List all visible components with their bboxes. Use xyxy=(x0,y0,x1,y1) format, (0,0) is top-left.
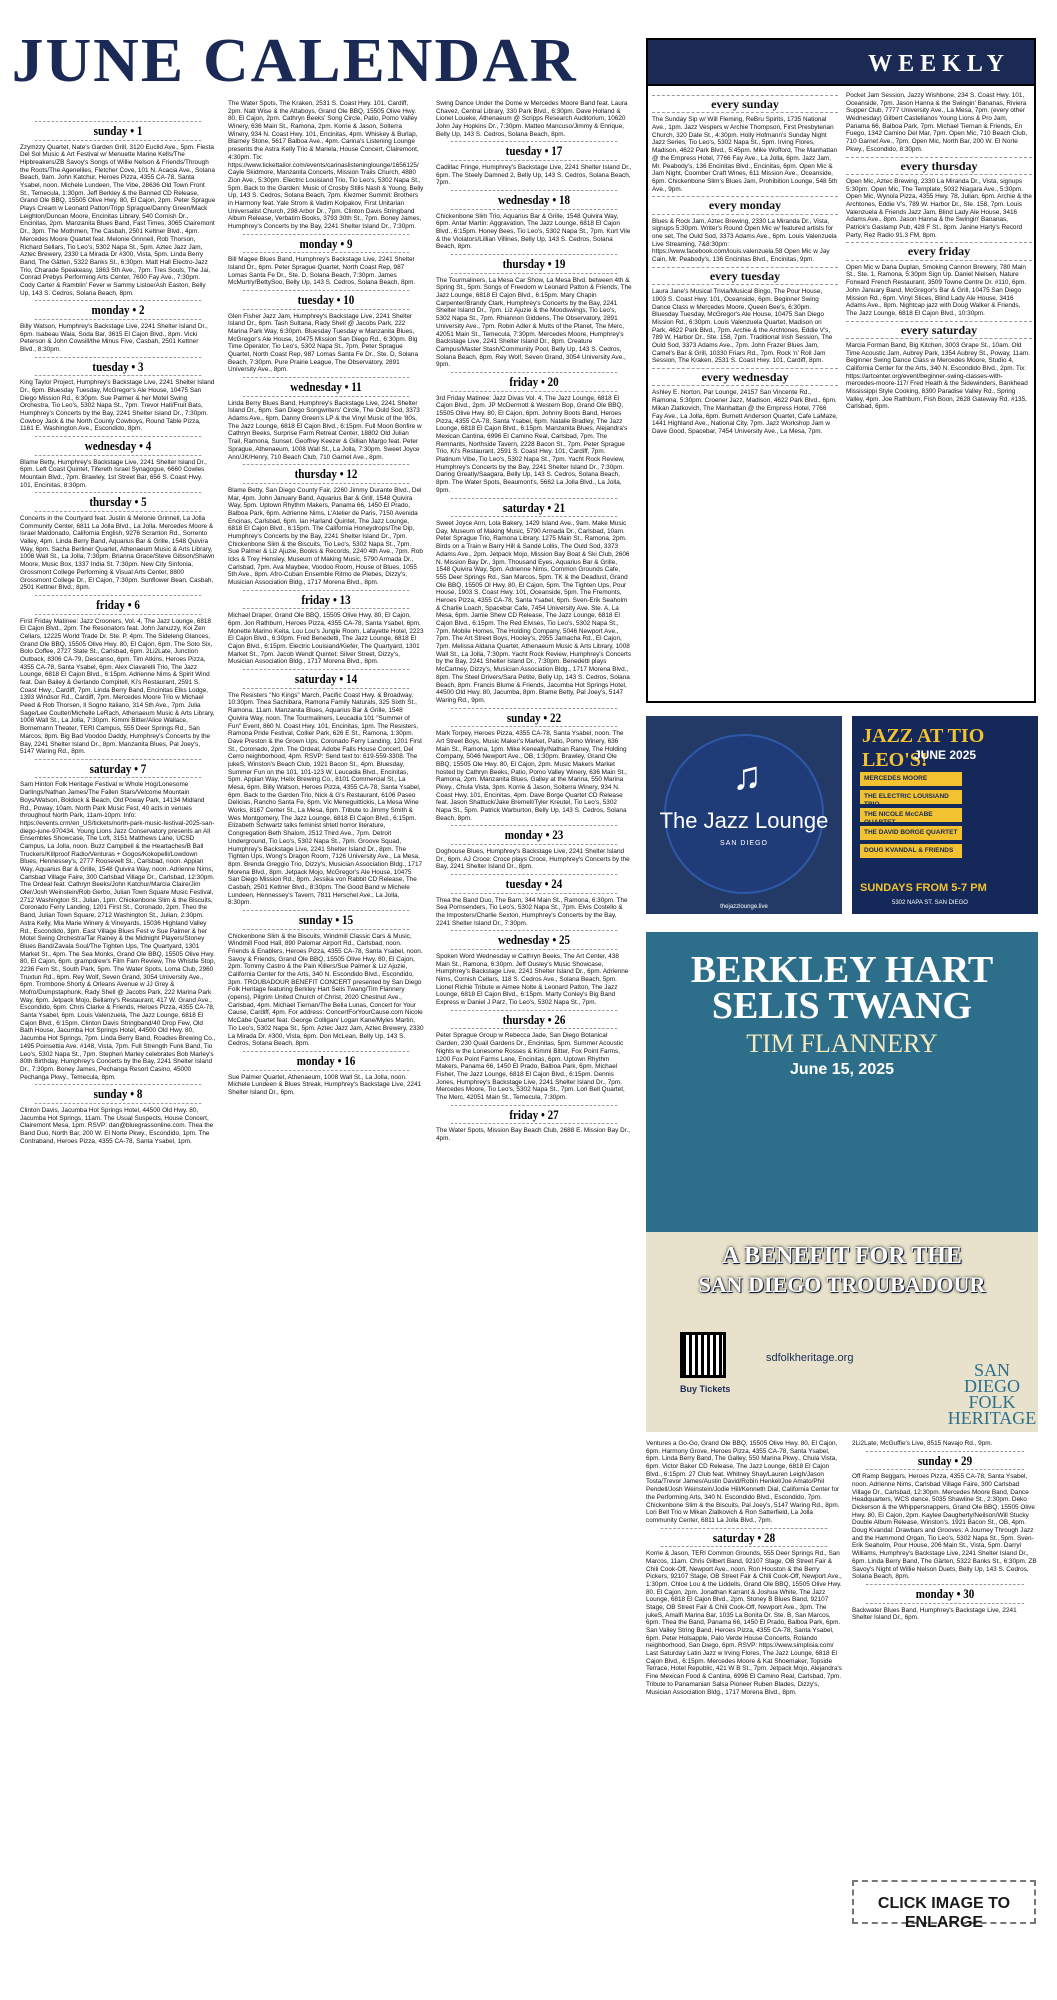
day-heading: friday • 6 xyxy=(35,595,202,615)
day-heading: friday • 27 xyxy=(451,1105,618,1125)
ad-lineup-item: MERCEDES MOORE xyxy=(860,772,962,786)
weekly-event-list: Pocket Jam Session, Jazzy Wishbone, 234 S. Coast Hwy. 101, Oceanside, 7pm. Jason Hanna & the Swingin' Bananas, Riviera Supper Club, 7777 University Ave., La Mesa, 7pm. (every other Wednesday) Gilbert Castellanos Young Lions & Pro Jam, Panama 66, Balboa Park, 7pm. Michael Tiernan & Friends, En Fuego, 1342 Camino Del Mar, 7pm. Open Mic, 710 Beach Club, 710 Garnet Ave., 7pm. Open Mic, North Bar, 200 W. El Norte Pkwy., Escondido, 8:30pm. xyxy=(846,92,1028,153)
weekly-event-list: Open Mic w Dana Duplan, Smoking Cannon Brewery, 780 Main St., Ste. 1, Ramona, 5:30pm Sign Up. Daniel Nielsen, Nature Forward French Restaurant, 3509 Towne Centre Dr. #110, 6pm. John January Band, McGregor's Bar & Grill, 10475 San Diego Mission Rd., 6pm. Vinyl Slices, Blind Lady Ale House, 3416 Adams Ave., 8pm. Nightcap jazz with Doug Walker & Friends, The Jazz Lounge, 6818 El Cajon Blvd., 10:30pm. xyxy=(846,263,1027,317)
calendar-column-5 xyxy=(852,1440,1038,1870)
weekly-day-heading: every saturday xyxy=(846,321,1032,339)
ad-opener: TIM FLANNERY xyxy=(746,1029,938,1058)
ad-lineup-item: DOUG KVANDAL & FRIENDS xyxy=(860,844,962,858)
ad-date: June 15, 2025 xyxy=(789,1061,895,1078)
weekly-event-list: Ashley E. Norton, Par Lounge, 24157 San Vincente Rd., Ramona, 5:30pm. Croener Jazz, Madison, 4622 Park Blvd., 6pm. Mikan Zlatkovich, The Manhattan @ the Empress Hotel, 7766 Fay Ave., La Jolla, 6pm. Burnett Anderson Quartet, Cafe LaMaze, 1441 Highland Ave., National City, 7pm. Jazz Workshop Jam w Dave Good, Spacebar, 7454 University Ave., La Mesa, 7pm. xyxy=(652,389,838,435)
calendar-column-3 xyxy=(436,100,632,1980)
calendar-column-1 xyxy=(20,118,216,1978)
event-list: King Taylor Project, Humphrey's Backstage Live, 2241 Shelter Island Dr., 6pm. Bluesday Tuesday, McGregor's Ale House, 10475 San Diego Mission Rd., 6:30pm. Sue Palmer & her Motel Swing Orchestra, Tio Leo's, 5302 Napa St., 7pm. Trevor Hall/Fruit Bats, Humphrey's Concerts by the Bay, 2241 Shelter Island Dr., 7:30pm. Cowboy Jack & the North County Cowboys, Round Table Pizza, 1161 E. Washington Ave., Escondido, 8pm. xyxy=(20,379,215,433)
event-list: Doghouse Blues, Humphrey's Backstage Live, 2241 Shelter Island Dr., 6pm. AJ Croce: Croce plays Croce, Humphrey's Concerts by the Bay, 2241 Shelter Island Dr., 8pm. xyxy=(436,848,630,871)
day-heading: monday • 2 xyxy=(35,300,202,320)
page-title: JUNE CALENDAR xyxy=(11,27,578,95)
event-list: The Resisters "No Kings" March, Pacific Coast Hwy. & Broadway, 10:30pm. Thea Sachibara, Ramona Family Naturals, 325 Sixth St., Ramona, 11am. Manzanita Blues, Aquarius Bar & Grille, 1548 Quivira Way, noon. The Tourmaliners, Leucadia 101 "Summer of Fun" Event, 860 N. Coast Hwy. 101, Encinitas, 1pm. The Resisters, Ramona Pride Festival, Collier Park, 626 E St., Ramona, 1:30pm. Dave Preston & the Grown Ups, Coronado Ferry Landing, 1201 First St., Coronado, 2pm. The Ordeal, Adobe Falls House Concert, Del Cerro neighborhood, 4pm. RSVP: Send text to: 619-559-3308. The jukeS, Winston's Beach Club, 1921 Bacon St., 4pm. Bluesday, Summer Fun on the 101, 101-123 W. Leucadia Blvd., Encinitas, 5pm. Appian Way, Helix Brewing Co., 8101 Commercial St., La Mesa, 6pm. Billy Watson, Heroes Pizza, 4355 CA-78, Santa Ysabel, 6pm. Back to the Garden Trio, Nick & G's Restaurant, 6106 Paseo Delicias, Rancho Santa Fe, 6pm. Vic Meneguittickis, La Mesa Wine Works, 8167 Center St., La Mesa, 6pm. Tribute to Jimmy Smith & Wes Montgomery, The Jazz Lounge, 6818 El Cajon Blvd., 6:15pm. Elizabeth Schwartz talks feminist shtetl horror literature, Congregation Beth Shalom, 2512 Third Ave., 7pm. Detroit Underground, Tio Leo's, 5302 Napa St., 7pm. Groove Squad, Humphrey's Backstage Live, 2241 Shelter Island Dr., 8pm. The Tighten Ups, Wong's Dragon Room, 7126 University Ave., La Mesa, 8pm. Brenda Greggio Trio, Dizzy's, Musician Association Bldg., 1717 Morena Blvd., 8pm. Jetpack Mojo, McGregor's Ale House, 10475 San Diego Mission Rd., 8pm. Jessika von Rabbit CD Release, The Casbah, 2501 Kettner Blvd., 8:30pm. The Good Band w Michele Lundeen, Hennessey's Tavern, 7811 Herschel Ave., La Jolla, 8:30pm. xyxy=(228,691,423,907)
event-list: Korrie & Jason, TERI Common Grounds, 555 Deer Springs Rd., San Marcos, 11am. Chris Gilbert Band, 92107 Stage, OB Street Fair & Chili Cook-Off, Newport Ave., noon. Ron Houston & the Berry Pickers, 92107 Stage, OB Street Fair & Chili Cook-Off, Newport Ave., 1:30pm. Chloe Lou & the Liddells, Grand Ole BBQ, 15505 Olive Hwy. 80, El Cajon, 2pm. Jonathan Karrant & Joshua White, The Jazz Lounge, 6818 El Cajon Blvd., 2pm. Stoney B Blues Band, 92107 Stage, OB Street Fair & Chili Cook-Off, Newport Ave., 3pm. The jukeS, Amalfi Marina Bar, 1035 La Bonita Dr. Ste. B, San Marcos, 6pm. Thea the Band, Panama 66, 1450 El Prado, Balboa Park, 6pm. San Valley String Band, Heroes Pizza, 4355 CA-78, Santa Ysabel, 6pm. Peter Holsapple, Palo Verde House Concerts, Rolando neighborhood, San Diego, 6pm. RSVP: https://www.simplisia.com/ Last Saturday Latin Jazz w Irving Flores, The Jazz Lounge, 6818 El Cajon Blvd., 6:15pm. Mercedes Moore & Kat Shoemaker, Topside Terrace, Hotel Republic, 421 W B St., 7pm. Jetpack Mojo, Alejandra's Fine Mexican Food & Cantina, 6996 El Camino Real, Carlsbad, 7pm. Tribute to Panamanian Salsa Pioneer Ruben Blades, Dizzy's, Musician Association Bldg., 1717 Morena Blvd., 8pm. xyxy=(646,1550,842,1696)
event-list: Off Ramp Beggars, Heroes Pizza, 4355 CA-78, Santa Ysabel, noon. Adrienne Nims, Carlsbad Village Faire, 300 Carlsbad Village Dr., Carlsbad, 12:30pm. Mercedes Moore Band, Dance Headquarters, WCS dance, 5035 Shawline St., 2:30pm. Deko Dickerson & the Whippersnappers, Grand Ole BBQ, 15505 Olive Hwy. 80, El Cajon, 2pm. Kaylee Daugherty/Neilson/Will Stucky Double Album Release, Winston's, 1921 Bacon St., OB, 4pm. Doug Kvandal: Drawbars and Grooves: A Journey Through Jazz and the Hammond Organ, Tio Leo's, 5302 Napa St., 5pm. Sven-Erik Seaholm, Pour House, 206 Main St., Vista, 5pm. Darryl Williams, Humphrey's Backstage Live, 2241 Shelter Island Dr., 6pm. Linda Berry Band, The Gärten, 5322 Banks St., 6:30pm. ZB Savoy's Night of Willie Nelson Duets, Belly Up, 143 S. Cedros, Solana Beach, 8pm. xyxy=(852,1473,1037,1581)
day-heading: friday • 20 xyxy=(451,372,618,392)
event-list: Linda Berry Blues Band, Humphrey's Backstage Live, 2241 Shelter Island Dr., 6pm. San Diego Songwriters' Circle, The Ould Sod, 3373 Adams Ave., 6pm. Danny Green's LP & the Vinyl Music of the '80s, The Jazz Lounge, 6818 El Cajon Blvd., 6:15pm. Full Moon Bonfire w Cathryn Beeks, Surprise Farm Retreat Center, 18802 Old Julian Trail, Ramona, Sunset. Geoffrey Keezer & Gillian Margo feat. Peter Sprague, Athenaeum, 1008 Wall St., La Jolla, 7:30pm. Sweet Joyce Ann/JK/Henry, 710 Beach Club, 710 Garnet Ave., 8pm. xyxy=(228,399,422,461)
calendar-column-2 xyxy=(228,100,424,1980)
weekly-event-list: Blues & Rock Jam, Aztec Brewing, 2330 La Miranda Dr., Vista, signups 5:30pm. Writer's Round Open Mic w/ featured artists for one set, The Ould Sod, 3373 Adams Ave., 6pm. Louis Valenzuela Live Streaming, 7&8:30pm: https://www.facebook.com/louis.valenzuela.58 Open Mic w Jay Cain, Mr. Peabody's, 136 Encinitas Blvd., Encinitas, 9pm. xyxy=(652,217,837,264)
day-heading: wednesday • 25 xyxy=(451,930,618,950)
event-list: Cadillac Fringe, Humphrey's Backstage Live, 2241 Shelter Island Dr., 6pm. The Steely Damned 2, Belly Up, 143 S. Cedros, Solana Beach, 7pm. xyxy=(436,164,632,187)
weekly-day-heading: every tuesday xyxy=(652,267,838,285)
weekly-day-heading: every friday xyxy=(846,242,1032,260)
weekly-day-heading: every thursday xyxy=(846,157,1032,175)
day-heading: tuesday • 3 xyxy=(35,357,202,377)
day-heading: sunday • 29 xyxy=(866,1451,1024,1471)
day-heading: thursday • 19 xyxy=(451,254,618,274)
folk-heritage-logo: SAN DIEGO FOLK HERITAGE xyxy=(947,1360,1037,1428)
event-list: Swing Dance Under the Dome w Mercedes Moore Band feat. Laura Chavez, Central Library, 330 Park Blvd., 6:30pm. Dave Holland & Lionel Loueke, Athenaeum @ Scripps Research Auditorium, 10620 John Jay Hopkins Dr., 7:30pm. Matteo Mancuso/Jimmy & Enrique, Belly Up, 143 S. Cedros, Solana Beach, 8pm. xyxy=(436,100,628,138)
event-list: Sue Palmer Quartet, Athenaeum, 1008 Wall St., La Jolla, noon. Michele Lundeen & Blues Streak, Humphrey's Backstage Live, 2241 Shelter Island Dr., 6pm. xyxy=(228,1073,422,1096)
event-list: The Water Spots, The Kraken, 2531 S. Coast Hwy. 101, Cardiff, 2pm. Natt Wise & the Attaboys, Grand Ole BBQ, 15505 Olive Hwy. 80, El Cajon, 2pm. Cathryn Beeks' Song Circle, Patio, Pomo Valley Winery, 636 Main St., Ramona, 2pm. Korrie & Jason, Solterra Winery, 934 N. Coast Hwy. 101, Encinitas, 4pm. Whiskey & Burlap, Blarney Stone, 5617 Balboa Ave., 4pm. Carina's Listening Lounge presents the Astra Kelly Trio & Mariela, House Concert, Clairemont, 4:30pm. Tix: https://www.tickettailor.com/events/carinaslisteninglounge/1656125/ Cayle Skidmore, Manzanita Concerts, Mission Trails Church, 4880 Zion Ave., 5:30pm. Electric Louisiand Trio, Tio Leo's, 5302 Napa St., 5pm. Back to the Garden: Music of Crosby Stills Nash & Young, Belly Up, 143 S. Cedros, Solana Beach, 7pm. Klezmer Summit: Brothers in Harmony feat. Yale Strom & Vadim Kolpakov, First Unitarian Universalist Church, 298 Arbor Dr., 7pm. Clinton Davis Stringband Album Release, Verbatim Books, 3793 30th St., 7pm. Boney James, Humphrey's Concerts by the Bay, 2241 Shelter Island Dr., 7:30pm. xyxy=(228,100,424,230)
enlarge-image-button[interactable]: CLICK IMAGE TO ENLARGE xyxy=(852,1880,1036,1924)
weekly-day-heading: every wednesday xyxy=(652,368,838,386)
weekly-event-list: Laura Jane's Musical Trivia/Musical Bingo, The Pour House, 1903 S. Coast Hwy. 101, Oceanside, 6pm. Beginner Swing Dance Class w Mercedes Moore, Queen Bee's, 6:30pm. Bluesday Tuesday, McGregor's Ale House, 10475 San Diego Mission Rd., 6:30pm. Louis Valenzuela Quartet, Madison on Park, 4622 Park Blvd., 7pm. Archie & the Archtones, Eddie V's, 789 W. Harbor Dr., Ste. 158, 7pm. Traditional Irish Session, The Ould Sod, 3373 Adams Ave., 7pm. John Frazer Blues Jam, Camel's Bar & Grill, 10330 Friars Rd., 7pm. Rock 'n' Roll Jam Session, The Kraken, 2531 S. Coast Hwy. 101, Cardiff, 8pm. xyxy=(652,288,833,365)
event-list: Mark Torpey, Heroes Pizza, 4355 CA-78, Santa Ysabel, noon. The Art Street Boys, Music Maker's Market, Patio, Pomo Winery, 636 Main St., Ramona, 1pm. Mike Keneally/Nathan Raney, The Holding Company, 5046 Newport Ave., OB, 1:30pm. Brawley, Grand Ole BBQ, 15505 Ole Hwy. 80, El Cajon, 2pm. Music Makers Market hosted by Cathryn Beeks, Patio, Pomo Valley Winery, 636 Main St., Ramona, 2pm. Manzanita Blues, Galley at the Marina, 550 Marina Pkwy., Chula Vista, 3pm. Korrie & Jason, Solterra Winery, 934 N. Coast Hwy. 101, Encinitas, 4pm. Dave Borge Quartet CD Release feat. Jason Shattuck/Jake Bremell/Tyler Kreutel, Tio Leo's, 5302 Napa St., 5pm. Patrick Warburton, Belly Up, 143 S. Cedros, Solana Beach, 8pm. xyxy=(436,730,627,822)
event-list: 3rd Friday Matinee: Jazz Divas Vol. 4, The Jazz Lounge, 6818 El Cajon Blvd., 2pm. JP McDermott & Western Bop, Grand Ole BBQ, 15505 Olive Hwy. 80, El Cajon, 6pm. Johnny Boots Band, Heroes Pizza, 4355 CA-78, Santa Ysabel, 6pm. Natalie Bradley, The Jazz Lounge, 6818 El Cajon Blvd., 6:15pm. Manzanita Blues, Alejandra's Mexican Cantina, 6996 El Camino Real, Carlsbad, 7pm. The Remnants, Northside Tavern, 2228 Bacon St., 7pm. Peter Sprague Trio, Ki's Restaurant, 2591 S. Coast Hwy. 101, Cardiff, 7pm. Platinum Vibe, Tio Leo's, 5302 Napa St., 7pm. Yacht Rock Review, Humphrey's Concerts by the Bay, 2241 Shelter Island Dr., 7:30pm. Daring Greatly/Saagara, Belly Up, 143 S. Cedros, Solana Beach, 8pm. The Water Spots, Beaumont's, 5662 La Jolla Blvd., La Jolla, 9pm. xyxy=(436,394,628,494)
day-heading: monday • 9 xyxy=(243,234,410,254)
event-list: Peter Sprague Group w Rebecca Jade, San Diego Botanical Garden, 230 Quail Gardens Dr., Encinitas, 5pm. Summer Acoustic Nights w the Lonesome Rosses & Kimmi Bitter, Fox Point Farms, 1200 Fox Point Farms Lane, Encinitas, 6pm. Uptown Rhythm Makers, Panama 66, 1450 El Prado, Balboa Park, 6pm. Michael Fisher, The Jazz Lounge, 6818 El Cajon Blvd., 6:15pm. Dennis Jones, Humphrey's Backstage Live, 2241 Shelter Island Dr., 7pm. Mercedes Moore, Tio Leo's, 5302 Napa St., 7pm. Lori Bell Quartet, The Merc, 42051 Main St., Temecula, 7:30pm. xyxy=(436,1032,625,1101)
day-heading: monday • 30 xyxy=(866,1584,1024,1604)
ad-lineup-item: THE DAVID BORGE QUARTET xyxy=(860,826,962,840)
qr-code-icon[interactable] xyxy=(680,1332,726,1378)
event-list: Chickenbone Slim & the Biscuits, Windmill Classic Cars & Music, Windmill Food Hall, 890 Palomar Airport Rd., Carlsbad, noon. Friends & Enablers, Heroes Pizza, 4355 CA-78, Santa Ysabel, noon. Savoy & Friends, Grand Ole BBQ, 15505 Olive Hwy. 80, El Cajon, 2pm. Tommy Castro & the Pain Killers/Sue Palmer & Liz Ajuzie, California Center for the Arts, 340 N. Escondido Blvd., Escondido, 3pm. TROUBADOUR BENEFIT CONCERT presented by San Diego Folk Heritage featuring Berkley Hart Selis Twang/Tim Flannery (opens), Pilgrim United Church of Christ, 2020 Chestnut Ave., Carlsbad, 4pm. Michael Tiernan/The Bella Lunas, Concert for Your Cause, Cardiff, 4pm. For address: ConcertForYourCause.com Nicole McCabe Quartet feat. George Colligan/ Logan Kane/Myles Martin, Tio Leo's, 5302 Napa St., 5pm. Aztec Jazz Jam, Aztec Brewery, 2330 La Mirada Dr. #300, Vista, 6pm. Don McLean, Belly Up, 143 S. Cedros, Solana Beach, 8pm. xyxy=(228,932,424,1048)
weekly-header xyxy=(646,38,1036,86)
ad-name: The Jazz Lounge xyxy=(659,808,829,833)
day-heading: thursday • 26 xyxy=(451,1010,618,1030)
event-list: Spoken Word Wednesday w Cathryn Beeks, The Art Center, 438 Main St., Ramona, 6:30pm. Jeff Ousley's Music Showcase, Humphrey's Backstage Live, 2241 Shelter Island Dr., 6pm. Adrienne Nims, Cornish Cellars, 118 S. Cedros Ave., Solana Beach, 5pm. Lionel Richie Tribute w Aimee Nolte & Leonard Patton, The Jazz Lounge, 6818 El Cajon Blvd., 6:15pm. Marty Conley's Big Band Express w Daniel J Parz, Tio Leo's, 5302 Napa St., 7pm. xyxy=(436,953,629,1007)
weekly-column-left xyxy=(652,92,838,698)
ad-address: 5302 NAPA ST. SAN DIEGO xyxy=(892,900,968,906)
ad-website[interactable]: sdfolkheritage.org xyxy=(766,1352,854,1364)
music-note-icon: ♫ xyxy=(732,754,762,798)
ad-benefit-line: A BENEFIT FOR THE xyxy=(722,1243,962,1269)
tio-leos-ad[interactable] xyxy=(852,716,1038,914)
event-list: Ventures a Go-Go, Grand Ole BBQ, 15505 Olive Hwy. 80, El Cajon, 6pm. Harmony Grove, Heroes Pizza, 4355 CA-78, Santa Ysabel, 6pm. Linda Berry Band, The Galley, 550 Marina Pkwy., Chula Vista, 6pm. Victor Baker CD Release, The Jazz Lounge, 6818 El Cajon Blvd., 6:15pm. 27 Club feat. Whitney Shay/Lauren Leigh/Jason Tosta/Trevor James/Austin David/Robin Henkel/Joe Amato/Phil Pendell/Josh Weinstein/Jodie Hill/Kenneth Dial, California Center for the Performing Arts, 340 N. Escondido Blvd., Escondido, 7pm. Chickenbone Slim & the Biscuits, Pal Joey's, 5147 Waring Rd., 8pm. Lori Bell Trio w Mikan Zlatkovich & Ron Satterfield, La Jolla community Center, 6811 La Jolla Blvd., 7pm. xyxy=(646,1440,840,1524)
calendar-column-4 xyxy=(646,1440,842,1980)
event-list: Backwater Blues Band, Humphrey's Backstage Live, 2241 Shelter Island Dr., 6pm. xyxy=(852,1606,1017,1622)
event-list: First Friday Matinee: Jazz Crooners, Vol. 4, The Jazz Lounge, 6818 El Cajon Blvd., 2pm. The Resonators feat. John Januzzy, Koi Zen Cellars, 12225 World Trade Dr. Ste. P, 4pm. The Sideleng Glances, Grand Ole BBQ, 15505 Olive Hwy. 80, El Cajon, 6pm. The Soto Six, Bolo Coffee, 2727 State St., Carlsbad, 6pm. 2Li2Late, Junction Outback, 8306 CA-79, Descanso, 6pm. Tim Atkins, Heroes Pizza, 4355 CA-78, Santa Ysabel, 6pm. Alex Ciavarelli Trio, The Jazz Lounge, 6818 El Cajon Blvd., 6:15pm. Adrienne Nims & Spirit Wind feat. Dan Bailey & Gerlando Compitell, Ki's Restaurant, 2591 S. Coast Hwy., Cardiff, 7pm. Linda Berry Band, Encinitas Elks Lodge, 1393 Windsor Rd., Cardiff, 7pm. Mercedes Moore Trio w Michael Peed & Rob Thorsen, Il Sogno Italiano, 314 5th Ave., 7pm. Julia Sage/Lee Coulter/Michelle LeRach, Athenaeum Music & Arts Library, 1008 Wall St., La Jolla, 7:30pm. Kimmi Bitter/Alice Wallace, Bornemann Theater, TERI Campus, 555 Deer Springs Rd., San Marcos, 8pm. Big Bad Voodoo Daddy, Humphrey's Concerts by the Bay, 2241 Shelter Island Dr., 8pm. Manzanita Blues, Pal Joey's, 5147 Waring Rd., 8pm. xyxy=(20,617,215,756)
event-list: Bill Magee Blues Band, Humphrey's Backstage Live, 2241 Shelter Island Dr., 6pm. Peter Sprague Quartet, North Coast Rep, 987 Lomas Santa Fe Dr., Ste. D, Solana Beach, 7:30pm. James McMurtry/BettySoo, Belly Up, 143 S. Cedros, Solana Beach, 8pm. xyxy=(228,256,416,287)
event-list: Blame Betty, Humphrey's Backstage Live, 2241 Shelter Island Dr., 6pm. Left Coast Quintet, Tifereth Israel Synagogue, 6660 Cowles Mountain Blvd., 7pm. Brawley, 1st Street Bar, 656 S. Coast Hwy. 101, Encinitas, 8:30pm. xyxy=(20,458,207,489)
ad-url: thejazzlounge.live xyxy=(720,904,768,910)
event-list: Billy Watson, Humphrey's Backstage Live, 2241 Shelter Island Dr., 6pm. Isabeau Waia, Soda Bar, 3615 El Cajon Blvd., 8pm. Vicki Peterson & John Cowsill/the Minus Five, Casbah, 2501 Kettner Blvd., 8:30pm. xyxy=(20,322,208,353)
weekly-event-list: The Sunday Sip w/ Will Fleming, ReBru Spirits, 1735 National Ave., 1pm. Jazz Vespers w Archie Thompson, First Presbyterian Church, 320 Date St., 4:30pm. Holly Hofmann's Sunday Night Jazz Series, Tio Leo's, 5302 Napa St., 5pm. Irving Flores, Madison, 4622 Park Blvd., 5:45pm. Mike Wofford, The Manhattan @ the Empress Hotel, 7766 Fay Ave., La Jolla, 6pm. Jazz Jam, Mr. Peabody's, 136 Encinitas Blvd., Encinitas, 6pm. Open Mic & Jam Night, Coomber Craft Wines, 611 Mission Ave., Oceanside, 6pm. Chickenbone Slim's Blues Jam, Prohibition Lounge, 548 5th Ave., 9pm. xyxy=(652,116,838,193)
day-heading: sunday • 8 xyxy=(35,1084,202,1104)
day-heading: saturday • 7 xyxy=(35,759,202,779)
event-list: Chickenbone Slim Trio, Aquarius Bar & Grille, 1548 Quivira Way, 6pm. Antar Martin: Aggravation, The Jazz Lounge, 6818 El Cajon Blvd., 6:15pm. Honey Bees, Tio Leo's, 5302 Napa St., 7pm. Kurt Vile & the Violators/Lillian Villines, Belly Up, 143 S. Cedros, Solana Beach, 8pm. xyxy=(436,212,631,251)
day-heading: wednesday • 11 xyxy=(243,377,410,397)
weekly-label: WEEKLY xyxy=(868,51,1010,77)
event-list: Blame Betty, San Diego County Fair, 2260 Jimmy Durante Blvd., Del Mar, 4pm. John January Band, Aquarius Bar & Grill, 1548 Quivira Way, 5pm. Uptown Rhythm Makers, Panama 66, 1450 El Prado, Balboa Park, 6pm. Adrienne Nims, L'Atelier de Paris, 7150 Avenida Encinas, Carlsbad, 6pm. Ian Harland Quintet, The Jazz Lounge, 6818 El Cajon Blvd., 6:15pm. The California Honeydrops/The Dip, Humphrey's Concerts by the Bay, 2241 Shelter Island Dr., 7pm. Chickenbone Slim & the Biscuits, Tio Leo's, 5302 Napa St., 7pm. Sue Palmer & Liz Ajuzie, Books & Records, 2240 4th Ave., 7pm. Rob Icks & Trey Hensley, Museum of Making Music, 5790 Armada Dr., Carlsbad, 7pm. Ava Maybee, Voodoo Room, House of Blues, 1055 5th Ave., 8pm. Afro-Cuban Ensemble Ritmo de Plebes, Dizzy's, Musician Association Bldg., 1717 Morena Blvd., 8pm. xyxy=(228,486,423,587)
event-list: The Tourmaliners, La Mesa Car Show, La Mesa Blvd. between 4th & Spring St., 5pm. Songs of Freedom w Leonard Patton & Friends, The Jazz Lounge, 6818 El Cajon Blvd., 6:15pm. Mary Chapin Carpenter/Brandy Clark, Humphrey's Concerts by the Bay, 2241 Shelter Island Dr., 7pm. Liz Ajuzie & the Moodswings, Tio Leo's, 5302 Napa St., 7pm. Rhiannon Giddens, The Observatory, 2891 University Ave., 7pm. Robin Adler & Mutts of the Planet, The Merc, 42051 Main St., Temecula, 7:30pm. Mercedes Moore, Humphrey's Backstage Live, 2241 Shelter Island Dr., 8pm. Creature Campus/Master Stash/Community Pool, Belly Up, 143 S. Cedros, Solana Beach, 8pm. Rey Wolf, Seven Grand, 3054 University Ave., 9pm. xyxy=(436,276,632,369)
event-list: Michael Draper, Grand Ole BBQ, 15505 Olive Hwy. 80, El Cajon, 6pm. Jon Rathburn, Heroes Pizza, 4355 CA-78, Santa Ysabel, 6pm. Monette Marino Keita, Lou Lou's Jungle Room, Lafayette Hotel, 2223 El Cajon Blvd., 6:30pm. Fred Benedetti, The Jazz Lounge, 6818 El Cajon Blvd., 6:15pm. Electric Louisiand/Kiefer, The Quartyard, 1301 Market St., 7pm. Jacob Wendt Quintet: Silver Street, Dizzy's, Musician Association Bldg., 1717 Morena Blvd., 8pm. xyxy=(228,612,424,666)
ad-schedule: SUNDAYS FROM 5-7 PM xyxy=(860,882,987,894)
ad-lineup-item: THE NICOLE McCABE QUARTET xyxy=(860,808,962,822)
day-heading: saturday • 14 xyxy=(243,669,410,689)
day-heading: tuesday • 10 xyxy=(243,290,410,310)
day-heading: monday • 16 xyxy=(243,1051,410,1071)
ad-lineup-item: THE ELECTRIC LOUISIAND TRIO xyxy=(860,790,962,804)
event-list: Clinton Davis, Jacumba Hot Springs Hotel, 44500 Old Hwy. 80, Jacumba Hot Springs, 11am. The Usual Suspects, House Concert, Clairemont Mesa, 1pm. RSVP: dan@bluegrassonline.com. Thea the Band Duo, North Bar, 200 W. El Norte Pkwy., Escondido, 1pm. The Contraband, Heroes Pizza, 4355 CA-78, Santa Ysabel, 1pm. xyxy=(20,1106,214,1145)
day-heading: sunday • 15 xyxy=(243,910,410,930)
event-list: Concerts in the Courtyard feat. Justin & Melonie Grinnell, La Jolla Community Center, 6811 La Jolla Blvd., La Jolla. Mercedes Moore & Israel Maldonado, California English, 9276 Scranton Rd., Sorrento Valley, 4pm. Linda Berry Band, Aquarius Bar & Grille, 1548 Quivira Way, 6pm. Sacha Berliner Quartet, Athenaeum Music & Arts Library, 1008 Wall St., La Jolla, 7:30pm. Brianna Grace/Steve Gibson/Shawn Moore, Music Box, 1337 India St. 7:30pm. New City Sinfonia, Grossmont College Performing & Visual Arts Center, 8800 Grossmont College Dr., El Cajon, 7:30pm. Sunflower Bean, Casbah, 2501 Kettner Blvd., 8pm. xyxy=(20,515,215,592)
day-heading: tuesday • 17 xyxy=(451,141,618,161)
event-list: Sam Hinton Folk Heritage Festival w Whole Hog/Lonesome Darlings/Nathan James/The Fallen Stars/Velcome Mountain Boys/Watson, Boldock & Beach, Old Poway Park, 14134 Midland Rd., Poway, 10am. North Park Music Fest, 40 acts in venues throughout North Park, 11am-10pm. Info: https://events.crm/en_US/tickets/north-park-music-festival-2025-san-diego-june-970434. Young Lions Jazz Conservatory presents an All Ensembles Showcase, The Loft, 3151 Matthews Lane, UCSD Campus, La Jolla, noon. Buzz Campbell & the Heartaches/B Ball Truckers/Killproof Radio/Venturas + Gogos/Kokopelli/Lowdown Blues, Hennessey's, 2777 Roosevelt St., Carlsbad, noon. Appian Way, Aquarius Bar & Grille, 1548 Quivira Way, noon. Adrienne Nims, Carlsbad Village Faire, 300 Carlsbad Village Dr., Carlsbad, 12:30pm. The Ordeal feat. Cathryn Beeks/John Katchur/Marcia Claire/Jim Oler/Josh Weinstein/Rob Gerbo, Julian Town Square Music Festival, 2712 Washington St., Julian, 1pm. Chickenbone Slim & the Biscuits, Coronado Ferry Landing, 1201 First St., Coronado, 2pm. Theo the Band, Julian Town Square, 2712 Washington St., Julian, 2:30pm. Astra Kelly, Mia Marie Winery & Vineyards, 15036 Highland Valley Rd., Escondido, 3pm. East Village Blues Fest w Sue Palmer & her Motel Swing Orchestra/Tar Rainey & the Midnight Players/Stoney Blues Band/Zavala Soul/The Tighten Ups, The Quartyard, 1301 Market St., 4pm. The Sea Monks, Grand Ole BBQ, 15505 Olive Hwy. 80, El Cajon, 6pm. grampdrew's Film Fam Review, The Whistle Stop, 2236 Fern St., South Park, 5pm. The Water Spots, Loma Club, 2960 Truxtun Rd., 6pm. Rey Wolf, Seven Grand, 3054 University Ave., 6pm. Trombone Shorty & Orleans Avenue w JJ Grey & Mofro/Dumpstaphunk, Rady Shell @ Jacobs Park, 222 Marina Park Way, 6pm. Jetpack Mojo, Bellamy's Restaurant, 417 W. Grand Ave., Escondido, 6pm. Chris Clarke & Friends, Heroes Pizza, 4355 CA-78, Santa Ysabel, 6pm. Louis Valenzuela, The Jazz Lounge, 6818 El Cajon Blvd., 6:15pm. Clinton Davis Stringband/40 Drop Few, Old Bath House, Jacumba Hot Springs Hotel, 44500 Old Hwy. 80, Jacumba Hot Springs, 7pm. Linda Berry Band, Roadies Brewing Co., 1495 Poinsettia Ave. #148, Vista, 7pm. Full Strength Funk Band, Tio Leo's, 5302 Napa St., 7pm. Stephen Marley celebrates Bob Marley's 80th Birthday, Humphrey's Concerts by the Bay, 2241 Shelter Island Dr., 7:30pm. Boney James, Pechanga Resort Casino, 45000 Pechanga Pkwy., Temecula, 8pm. xyxy=(20,781,216,1081)
day-heading: thursday • 12 xyxy=(243,464,410,484)
day-heading: wednesday • 4 xyxy=(35,436,202,456)
day-heading: saturday • 28 xyxy=(661,1528,828,1548)
event-list: Thea the Band Duo, The Barn, 344 Main St., Ramona, 6:30pm. The Sea Pornsenders, Tio Leo's, 5302 Napa St., 7pm. Elvis Costello & the Imposters/Charlie Sexton, Humphrey's Concerts by the Bay, 2241 Shelter Island Dr., 7:30pm. xyxy=(436,896,628,927)
day-heading: thursday • 5 xyxy=(35,492,202,512)
day-heading: friday • 13 xyxy=(243,590,410,610)
weekly-event-list: Marcia Forman Band, Big Kitchen, 3003 Grape St., 10am. Old Time Acoustic Jam, Aubrey Park, 1354 Aubrey St., Poway, 11am. Beginner Swing Dance Class w Mercedes Moore, Studio 4, California Center for the Arts, 340 N. Escondido Blvd., 2pm. Tix: https://artcenter.org/event/beginner-swing-classes-with-mercedes-moore-117/ Fred Heath & the Sidewinders, Bankhead Mississippi Style Cooking, 8300 Paradise Valley Rd., Spring Valley, 4pm. Joe Rathburn, Fish Boon, 2628 Gateway Rd. #135, Carlsbad, 6pm. xyxy=(846,341,1030,411)
day-heading: wednesday • 18 xyxy=(451,190,618,210)
day-heading: sunday • 22 xyxy=(451,708,618,728)
day-heading: saturday • 21 xyxy=(451,498,618,518)
weekly-event-list: Open Mic, Aztec Brewing, 2330 La Miranda Dr., Vista, signups 5:30pm. Open Mic, The Template, 5032 Niagara Ave., 5:30pm. Open Mic, Wynola Pizza, 4355 Hwy. 78, Julian, 6pm. Archie & the Archtones, Eddie V's, 789 W. Harbor Dr., Ste. 158, 7pm. Louis Valenzuela & Friends Jazz Jam, Blind Lady Ale House, 3416 Adams Ave., 8pm. Jason Hanna & the Swingin' Bananas, Patrick's Gaslamp Pub, 428 F St., 8pm. Janine Harty's Record Party, Rez Radio 91.3 FM, 8pm. xyxy=(846,177,1032,239)
weekly-column-right xyxy=(846,92,1032,698)
event-list: Zzymzzy Quartet, Nate's Garden Grill, 3120 Euclid Ave., 5pm. Fiesta Del Sol Music & Art Festival w/ Menuette Marine Kells/The Hipbreakers/ZB Savoy's Songs of Willie Nelson & Friends/Through the Roots/The Ageneliles, Fletcher Cove, 101 N. Acacia Ave., Solana Beach, 9am. John Katchur, Heroes Pizza, 4355 CA-78, Santa Ysabel, noon. Michele Lundeen, The Vibe, 28636 Old Town Front St., Temecula, 1:30pm. Jeff Berkley & the Banned CD Release, Grand Ole BBQ, 15505 Olive Hwy. 80, El Cajon, 2pm. Peter Sprague Plays Cream w Leonard Patton/Tripp Sprague/Danny Green/Mack Leighton/Duncan Moore, Encinitas Library, 540 Cornish Dr., Encinitas, 2pm. Manzanita Blues Band, Fast Times, 3065 Clairemont Dr., 3pm. The Mothmen, The Casbah, 2501 Kettner Blvd., 4pm. Mercedes Moore Quartet feat. Melonie Grinnell, Rob Thorson, Richard Sellars, Tio Leo's, 5302 Napa St., 5pm. Aztec Jazz Jam, Aztec Brewery, 2330 La Mirada Dr #300, Vista, 5pm. Linda Berry Band, The Gätten, 5322 Banks St., 6:30pm. Matt Hall Electro-Jazz Trio, Charade Speakeasy, 1863 5th Ave., 7pm. Tres Souls, The Jai, Conrad Prebys Performing Arts Center, 7600 Fay Ave., 7:30pm. Cody Carter & Ramblin' Fever w Sammy Listoe/Ash Easton, Belly Up, 143 S. Cedros, Solana Beach, 8pm. xyxy=(20,143,216,297)
event-list: The Water Spots, Mission Bay Beach Club, 2688 E. Mission Bay Dr., 4pm. xyxy=(436,1127,631,1142)
troubadour-benefit-ad[interactable] xyxy=(646,932,1038,1432)
event-list: Glen Fisher Jazz Jam, Humphrey's Backstage Live, 2241 Shelter Island Dr., 6pm. Tash Sultana, Rady Shell @ Jacobs Park, 222 Marina Park Way, 6:30pm. Bluesday Tuesday w Manzanita Blues, McGregor's Ale House, 10475 Mission San Diego Rd., 6:30pm. Big Time Operator, Tio Leo's, 5302 Napa St., 7pm. Peter Sprague Quartet, North Coast Rep, 987 Lomas Santa Fe Dr., Ste. D, Solana Beach, 7:30pm. Pure Prairie League, The Observatory, 2891 University Ave., 8pm. xyxy=(228,312,419,374)
ad-headline: BERKLEY HART SELIS TWANG xyxy=(690,949,994,1027)
day-heading: tuesday • 24 xyxy=(451,874,618,894)
ad-title: JAZZ AT TIO LEO'S! xyxy=(862,725,985,771)
day-heading: sunday • 1 xyxy=(35,121,202,141)
weekly-day-heading: every sunday xyxy=(652,95,838,113)
event-list: 2Li2Late, McGuffie's Live, 8515 Navajo Rd., 9pm. xyxy=(852,1440,993,1447)
day-heading: monday • 23 xyxy=(451,825,618,845)
ad-benefit-line: SAN DIEGO TROUBADOUR xyxy=(698,1272,986,1297)
ad-subtitle: SAN DIEGO xyxy=(720,840,768,847)
event-list: Sweet Joyce Ann, Lola Bakery, 1429 Island Ave., 9am. Make Music Day, Museum of Making Music, 5790 Armada Dr., Carlsbad, 10am. Peter Sprague Trio, Ramona Library, 1275 Main St., Ramona, 2pm. Birds on a Train w Barry Hill & Sandé Lollis, The Ould Sod, 3373 Adams Ave., 2pm. Jetpack Mojo, Mission Bay Boat & Ski Club, 2606 N. Mission Bay Dr., 3pm. Thousand Eyes, Aquarius Bar & Grille, 1548 Quivira Way, 5pm. Adrienne Nims, Common Grounds Cafe, 555 Deer Springs Rd., San Marcos, 5pm. TK & the Deadlust, Grand Ole BBQ, 15505 Ol Hwy. 80, El Cajon, 5pm. The Tighten Ups, Pour House, 1903 S. Coast Hwy. 101, Oceanside, 5pm. The Fremonts, Heroes Pizza, 4355 CA-78, Santa Ysabel, 6pm. Sven-Erik Seaholm & Charlie Loach, Spacebar Cafe, 7454 University Ave. Ste. A, La Mesa, 6pm. Jamie Shew CD Release, The Jazz Lounge, 6818 El Cajon Blvd., 6:15pm. The Red Elvises, Tio Leo's, 5302 Napa St., 7pm. Mobile Homes, The Holding Company, 5046 Newport Ave., 7pm. The Art Street Boys, Hooley's, 2955 Jamacha Rd., El Cajon, 7pm. Melissa Aldana Quartet, Athenaeum Music & Arts Library, 1008 Wall St., La Jolla, 7:30pm. Yacht Rock Review, Humphrey's Concerts by the Bay, 2241 Shelter Island Dr., 7:30pm. Benedetti plays McCartney, Dizzy's, Musician Association Bldg., 1717 Morena Blvd., 8pm. The Steel Drivers/Sara Petite, Belly Up, 143 S. Cedros, Solana Beach, 8pm. Francis Blume & Friends, Jacumba Hot Springs Hotel, 44500 Old Hwy. 80, Jacumba, 8pm. Blame Betty, Pal Joey's, 5147 Waring Rd., 9pm. xyxy=(436,520,632,704)
weekly-day-heading: every monday xyxy=(652,196,838,214)
ad-month: JUNE 2025 xyxy=(914,748,977,762)
buy-tickets-link[interactable]: Buy Tickets xyxy=(680,1384,731,1394)
jazz-lounge-ad[interactable] xyxy=(646,716,842,914)
